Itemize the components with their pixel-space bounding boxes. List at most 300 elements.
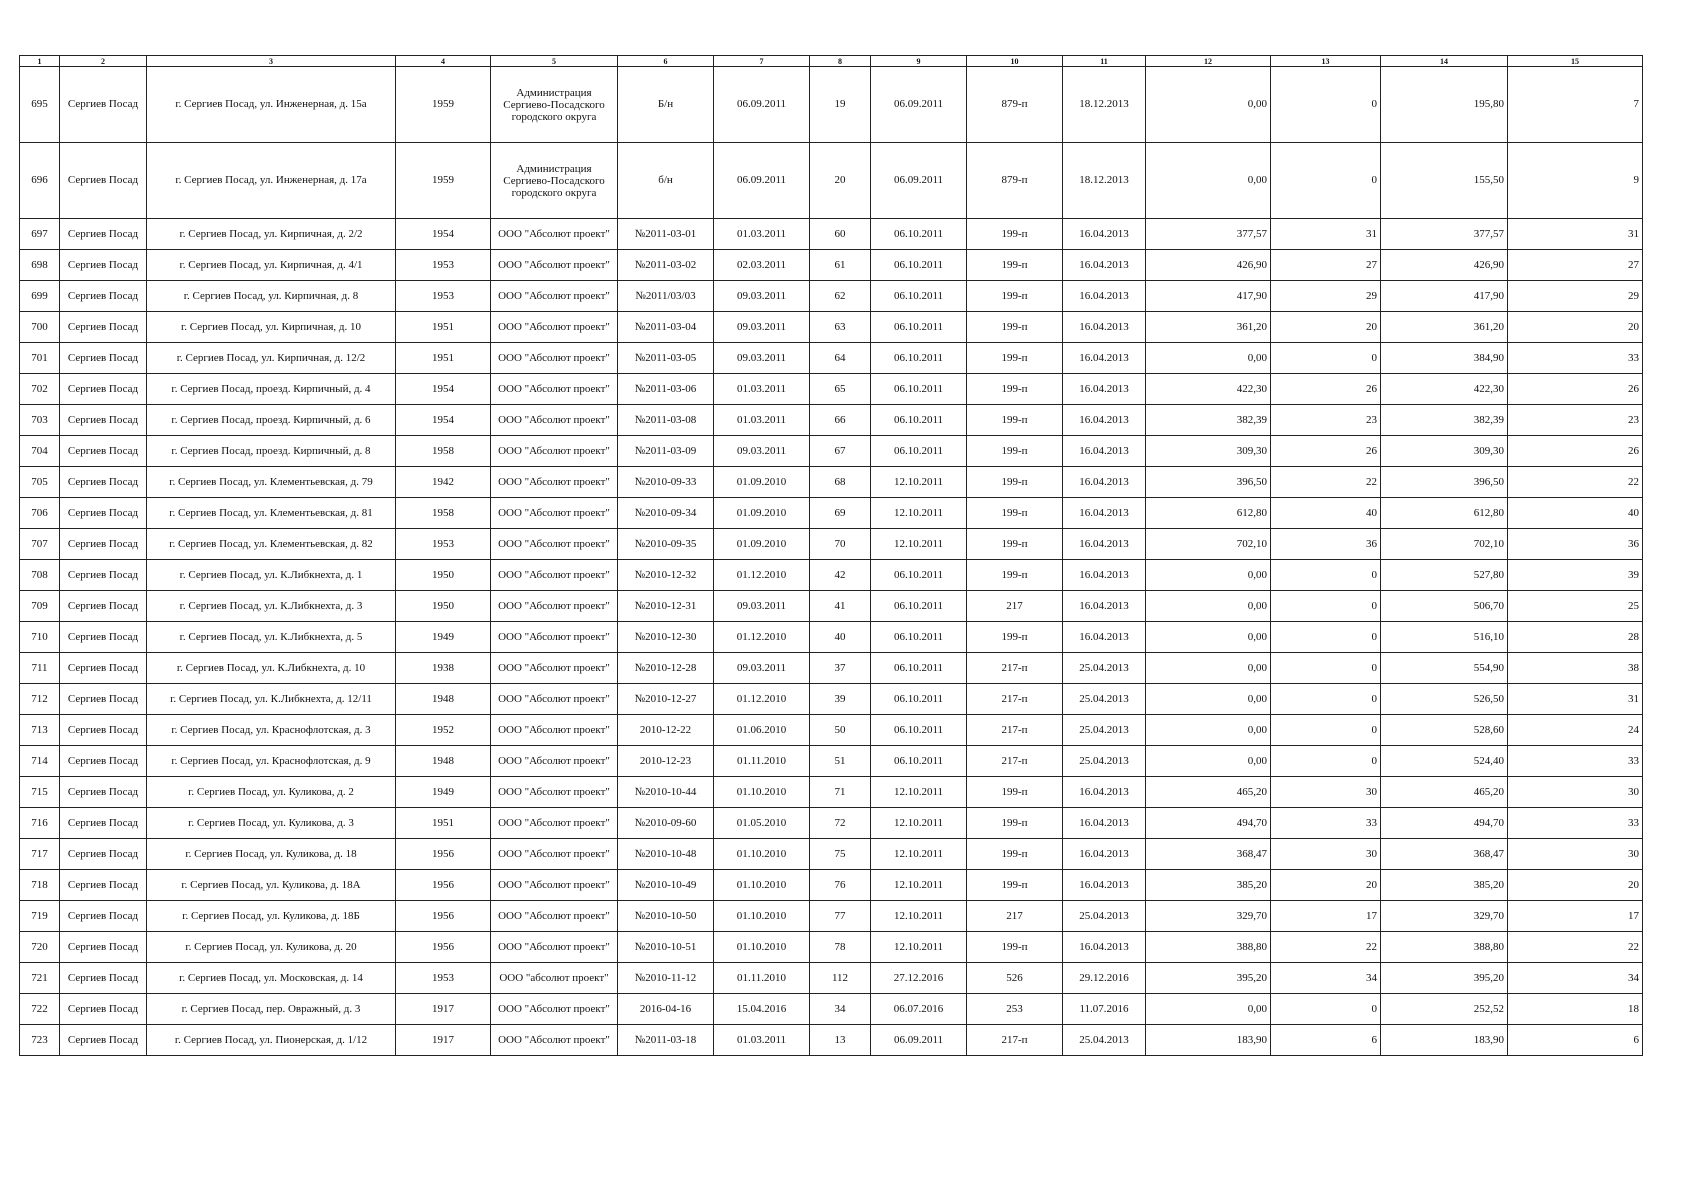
table-cell: 20 (810, 143, 871, 219)
table-cell: 30 (1508, 777, 1643, 808)
table-cell: 25.04.2013 (1063, 1025, 1146, 1056)
table-cell: 388,80 (1146, 932, 1271, 963)
table-cell: 396,50 (1381, 467, 1508, 498)
table-cell: 30 (1271, 839, 1381, 870)
table-row (20, 839, 1643, 870)
table-cell: 217 (967, 901, 1063, 932)
table-cell: 13 (810, 1025, 871, 1056)
table-cell: 78 (810, 932, 871, 963)
table-cell: г. Сергиев Посад, ул. Клементьевская, д. 79 (147, 467, 396, 498)
table-cell: 1949 (396, 622, 491, 653)
table-cell: ООО "абсолют проект" (491, 963, 618, 994)
table-cell: 33 (1508, 808, 1643, 839)
table-cell: 23 (1508, 405, 1643, 436)
table-cell: №2011-03-06 (618, 374, 714, 405)
column-number-cell: 14 (1381, 56, 1508, 67)
table-cell: 1948 (396, 684, 491, 715)
table-cell: 717 (20, 839, 60, 870)
table-cell: 361,20 (1146, 312, 1271, 343)
table-cell: 199-п (967, 839, 1063, 870)
table-cell: 40 (1508, 498, 1643, 529)
table-cell: 25.04.2013 (1063, 684, 1146, 715)
table-cell: 0,00 (1146, 715, 1271, 746)
table-cell: 723 (20, 1025, 60, 1056)
table-cell: 703 (20, 405, 60, 436)
table-cell: г. Сергиев Посад, ул. Пионерская, д. 1/12 (147, 1025, 396, 1056)
table-cell: г. Сергиев Посад, ул. Кирпичная, д. 2/2 (147, 219, 396, 250)
table-cell: 16.04.2013 (1063, 591, 1146, 622)
table-cell: 706 (20, 498, 60, 529)
table-cell: 37 (810, 653, 871, 684)
table-row (20, 653, 1643, 684)
table-cell: 697 (20, 219, 60, 250)
table-cell: 0 (1271, 560, 1381, 591)
table-cell: 40 (810, 622, 871, 653)
table-cell: 33 (1508, 343, 1643, 374)
table-cell: 60 (810, 219, 871, 250)
table-cell: 15.04.2016 (714, 994, 810, 1025)
table-row (20, 870, 1643, 901)
table-cell: 19 (810, 67, 871, 143)
table-cell: г. Сергиев Посад, ул. Кирпичная, д. 12/2 (147, 343, 396, 374)
table-cell: 06.09.2011 (714, 67, 810, 143)
table-cell: 06.09.2011 (871, 1025, 967, 1056)
table-cell: 1956 (396, 839, 491, 870)
table-cell: 710 (20, 622, 60, 653)
table-cell: Сергиев Посад (60, 870, 147, 901)
table-cell: 16.04.2013 (1063, 467, 1146, 498)
table-cell: 1917 (396, 994, 491, 1025)
table-cell: 41 (810, 591, 871, 622)
table-cell: Сергиев Посад (60, 560, 147, 591)
table-cell: ООО "Абсолют проект" (491, 343, 618, 374)
table-cell: 715 (20, 777, 60, 808)
table-row (20, 343, 1643, 374)
table-cell: 199-п (967, 870, 1063, 901)
table-cell: ООО "Абсолют проект" (491, 870, 618, 901)
table-cell: 199-п (967, 560, 1063, 591)
table-row (20, 684, 1643, 715)
table-cell: 0 (1271, 715, 1381, 746)
table-cell: 68 (810, 467, 871, 498)
table-cell: 16.04.2013 (1063, 281, 1146, 312)
table-cell: г. Сергиев Посад, ул. Инженерная, д. 15а (147, 67, 396, 143)
table-cell: 06.07.2016 (871, 994, 967, 1025)
table-cell: 612,80 (1381, 498, 1508, 529)
table-row (20, 467, 1643, 498)
table-cell: 9 (1508, 143, 1643, 219)
table-cell: 705 (20, 467, 60, 498)
table-cell: 66 (810, 405, 871, 436)
table-cell: г. Сергиев Посад, ул. Куликова, д. 2 (147, 777, 396, 808)
column-number-cell: 7 (714, 56, 810, 67)
table-cell: Администрация Сергиево-Посадского городского округа (491, 143, 618, 219)
table-cell: №2010-12-30 (618, 622, 714, 653)
table-cell: 377,57 (1381, 219, 1508, 250)
table-cell: ООО "Абсолют проект" (491, 808, 618, 839)
table-row (20, 67, 1643, 143)
table-cell: 1954 (396, 374, 491, 405)
table-cell: №2010-10-50 (618, 901, 714, 932)
table-cell: г. Сергиев Посад, ул. К.Либкнехта, д. 1 (147, 560, 396, 591)
table-cell: 0 (1271, 343, 1381, 374)
table-cell: ООО "Абсолют проект" (491, 281, 618, 312)
table-cell: 06.10.2011 (871, 374, 967, 405)
table-cell: 199-п (967, 343, 1063, 374)
table-cell: 422,30 (1381, 374, 1508, 405)
table-cell: 01.10.2010 (714, 932, 810, 963)
table-cell: ООО "Абсолют проект" (491, 901, 618, 932)
table-cell: г. Сергиев Посад, ул. Куликова, д. 20 (147, 932, 396, 963)
table-row (20, 374, 1643, 405)
table-cell: 199-п (967, 529, 1063, 560)
table-cell: г. Сергиев Посад, проезд. Кирпичный, д. 8 (147, 436, 396, 467)
table-cell: 707 (20, 529, 60, 560)
table-cell: Сергиев Посад (60, 591, 147, 622)
table-cell: 1958 (396, 498, 491, 529)
table-cell: 217-п (967, 746, 1063, 777)
table-cell: 426,90 (1146, 250, 1271, 281)
table-cell: 2010-12-23 (618, 746, 714, 777)
table-cell: 20 (1508, 312, 1643, 343)
column-number-cell: 6 (618, 56, 714, 67)
table-cell: 01.10.2010 (714, 777, 810, 808)
table-row (20, 963, 1643, 994)
table-cell: 721 (20, 963, 60, 994)
table-cell: г. Сергиев Посад, ул. Московская, д. 14 (147, 963, 396, 994)
table-cell: 199-п (967, 405, 1063, 436)
table-cell: 719 (20, 901, 60, 932)
table-cell: 699 (20, 281, 60, 312)
table-cell: г. Сергиев Посад, ул. Клементьевская, д. 81 (147, 498, 396, 529)
table-cell: Сергиев Посад (60, 529, 147, 560)
column-number-cell: 11 (1063, 56, 1146, 67)
table-cell: 7 (1508, 67, 1643, 143)
table-cell: №2011-03-01 (618, 219, 714, 250)
table-row (20, 312, 1643, 343)
table-cell: 01.11.2010 (714, 746, 810, 777)
table-cell: 16.04.2013 (1063, 219, 1146, 250)
table-cell: 0,00 (1146, 560, 1271, 591)
table-cell: 1950 (396, 591, 491, 622)
table-cell: Сергиев Посад (60, 684, 147, 715)
table-cell: 382,39 (1381, 405, 1508, 436)
table-cell: 217-п (967, 715, 1063, 746)
column-number-row (20, 56, 1643, 67)
table-cell: 6 (1508, 1025, 1643, 1056)
table-cell: 701 (20, 343, 60, 374)
table-cell: 36 (1508, 529, 1643, 560)
table-cell: 30 (1508, 839, 1643, 870)
table-cell: 720 (20, 932, 60, 963)
table-cell: Б/н (618, 67, 714, 143)
table-cell: г. Сергиев Посад, ул. Куликова, д. 3 (147, 808, 396, 839)
table-cell: 1958 (396, 436, 491, 467)
table-cell: 06.10.2011 (871, 312, 967, 343)
table-cell: 199-п (967, 932, 1063, 963)
table-cell: №2011-03-04 (618, 312, 714, 343)
table-cell: г. Сергиев Посад, ул. К.Либкнехта, д. 3 (147, 591, 396, 622)
table-cell: 40 (1271, 498, 1381, 529)
column-number-cell: 4 (396, 56, 491, 67)
table-cell: ООО "Абсолют проект" (491, 622, 618, 653)
table-cell: 0 (1271, 591, 1381, 622)
table-cell: 494,70 (1146, 808, 1271, 839)
table-cell: 09.03.2011 (714, 343, 810, 374)
table-cell: 16.04.2013 (1063, 622, 1146, 653)
table-cell: 16.04.2013 (1063, 870, 1146, 901)
table-cell: 01.09.2010 (714, 529, 810, 560)
table-cell: Сергиев Посад (60, 67, 147, 143)
table-cell: ООО "Абсолют проект" (491, 715, 618, 746)
table-cell: №2010-12-27 (618, 684, 714, 715)
table-cell: Сергиев Посад (60, 963, 147, 994)
table-cell: 16.04.2013 (1063, 777, 1146, 808)
table-cell: 527,80 (1381, 560, 1508, 591)
table-cell: Сергиев Посад (60, 250, 147, 281)
table-cell: 1959 (396, 143, 491, 219)
table-cell: 50 (810, 715, 871, 746)
table-row (20, 529, 1643, 560)
table-cell: 0,00 (1146, 746, 1271, 777)
table-cell: 64 (810, 343, 871, 374)
table-cell: 1917 (396, 1025, 491, 1056)
table-cell: ООО "Абсолют проект" (491, 994, 618, 1025)
table-cell: №2010-12-32 (618, 560, 714, 591)
table-cell: 0,00 (1146, 67, 1271, 143)
table-cell: 25.04.2013 (1063, 746, 1146, 777)
table-cell: Сергиев Посад (60, 622, 147, 653)
table-cell: 01.12.2010 (714, 684, 810, 715)
column-number-cell: 3 (147, 56, 396, 67)
table-cell: 0 (1271, 143, 1381, 219)
table-cell: 879-п (967, 143, 1063, 219)
table-cell: 417,90 (1381, 281, 1508, 312)
table-cell: 61 (810, 250, 871, 281)
table-cell: ООО "Абсолют проект" (491, 498, 618, 529)
table-cell: 368,47 (1381, 839, 1508, 870)
table-cell: 01.12.2010 (714, 560, 810, 591)
table-cell: 0,00 (1146, 143, 1271, 219)
table-cell: 06.10.2011 (871, 281, 967, 312)
table-cell: 718 (20, 870, 60, 901)
table-row (20, 498, 1643, 529)
table-cell: 34 (1271, 963, 1381, 994)
table-cell: №2011/03/03 (618, 281, 714, 312)
table-row (20, 777, 1643, 808)
table-cell: г. Сергиев Посад, ул. Куликова, д. 18А (147, 870, 396, 901)
table-cell: 09.03.2011 (714, 312, 810, 343)
table-cell: 06.10.2011 (871, 560, 967, 591)
table-cell: 708 (20, 560, 60, 591)
table-cell: Сергиев Посад (60, 281, 147, 312)
table-cell: 712 (20, 684, 60, 715)
table-cell: 22 (1508, 932, 1643, 963)
table-cell: 71 (810, 777, 871, 808)
table-cell: 67 (810, 436, 871, 467)
table-cell: 06.10.2011 (871, 219, 967, 250)
table-cell: 06.09.2011 (871, 143, 967, 219)
table-cell: Сергиев Посад (60, 653, 147, 684)
table-cell: 695 (20, 67, 60, 143)
table-cell: 29 (1271, 281, 1381, 312)
table-cell: 1953 (396, 963, 491, 994)
table-cell: 183,90 (1146, 1025, 1271, 1056)
table-cell: 33 (1271, 808, 1381, 839)
data-table (19, 55, 1643, 1056)
table-cell: 879-п (967, 67, 1063, 143)
table-cell: г. Сергиев Посад, ул. Клементьевская, д. 82 (147, 529, 396, 560)
table-cell: Сергиев Посад (60, 498, 147, 529)
table-cell: ООО "Абсолют проект" (491, 436, 618, 467)
table-cell: Сергиев Посад (60, 839, 147, 870)
table-cell: 01.10.2010 (714, 901, 810, 932)
table-cell: 28 (1508, 622, 1643, 653)
table-cell: ООО "Абсолют проект" (491, 684, 618, 715)
table-cell: 06.09.2011 (714, 143, 810, 219)
table-cell: 34 (810, 994, 871, 1025)
table-cell: 01.10.2010 (714, 870, 810, 901)
table-cell: 12.10.2011 (871, 839, 967, 870)
table-cell: 31 (1508, 684, 1643, 715)
table-cell: г. Сергиев Посад, ул. Куликова, д. 18Б (147, 901, 396, 932)
table-row (20, 281, 1643, 312)
table-cell: ООО "Абсолют проект" (491, 932, 618, 963)
table-cell: 0,00 (1146, 591, 1271, 622)
table-cell: 06.10.2011 (871, 405, 967, 436)
table-cell: б/н (618, 143, 714, 219)
table-cell: 199-п (967, 467, 1063, 498)
table-cell: г. Сергиев Посад, ул. Кирпичная, д. 4/1 (147, 250, 396, 281)
table-cell: 368,47 (1146, 839, 1271, 870)
table-cell: 711 (20, 653, 60, 684)
table-cell: 01.05.2010 (714, 808, 810, 839)
table-cell: 26 (1271, 436, 1381, 467)
table-cell: 465,20 (1381, 777, 1508, 808)
table-cell: 554,90 (1381, 653, 1508, 684)
table-cell: 1950 (396, 560, 491, 591)
table-cell: №2010-09-60 (618, 808, 714, 839)
table-cell: 26 (1508, 374, 1643, 405)
column-number-cell: 8 (810, 56, 871, 67)
table-cell: 06.10.2011 (871, 622, 967, 653)
table-cell: 199-п (967, 498, 1063, 529)
table-cell: 309,30 (1146, 436, 1271, 467)
table-cell: 02.03.2011 (714, 250, 810, 281)
table-cell: 0 (1271, 994, 1381, 1025)
table-cell: Сергиев Посад (60, 1025, 147, 1056)
table-cell: г. Сергиев Посад, ул. К.Либкнехта, д. 12/11 (147, 684, 396, 715)
table-cell: 17 (1271, 901, 1381, 932)
table-cell: Сергиев Посад (60, 467, 147, 498)
table-cell: 25.04.2013 (1063, 901, 1146, 932)
table-cell: 526 (967, 963, 1063, 994)
table-cell: 20 (1271, 870, 1381, 901)
table-cell: №2011-03-05 (618, 343, 714, 374)
table-cell: 217-п (967, 684, 1063, 715)
table-cell: 309,30 (1381, 436, 1508, 467)
table-cell: 1953 (396, 529, 491, 560)
table-cell: 1954 (396, 219, 491, 250)
table-row (20, 250, 1643, 281)
table-cell: 1959 (396, 67, 491, 143)
table-cell: 0,00 (1146, 653, 1271, 684)
table-cell: 39 (810, 684, 871, 715)
table-cell: 506,70 (1381, 591, 1508, 622)
table-cell: 06.10.2011 (871, 436, 967, 467)
table-cell: 25 (1508, 591, 1643, 622)
table-cell: г. Сергиев Посад, ул. К.Либкнехта, д. 10 (147, 653, 396, 684)
table-cell: №2010-12-31 (618, 591, 714, 622)
table-cell: 16.04.2013 (1063, 498, 1146, 529)
table-cell: 0 (1271, 622, 1381, 653)
table-cell: 72 (810, 808, 871, 839)
table-cell: 696 (20, 143, 60, 219)
table-cell: 09.03.2011 (714, 653, 810, 684)
table-cell: 713 (20, 715, 60, 746)
table-cell: 36 (1271, 529, 1381, 560)
table-row (20, 808, 1643, 839)
table-cell: 426,90 (1381, 250, 1508, 281)
table-cell: ООО "Абсолют проект" (491, 746, 618, 777)
table-cell: 38 (1508, 653, 1643, 684)
table-cell: 217 (967, 591, 1063, 622)
table-cell: 700 (20, 312, 60, 343)
table-cell: 702,10 (1381, 529, 1508, 560)
table-cell: 528,60 (1381, 715, 1508, 746)
column-number-cell: 5 (491, 56, 618, 67)
table-cell: 16.04.2013 (1063, 343, 1146, 374)
table-cell: 16.04.2013 (1063, 529, 1146, 560)
table-cell: 11.07.2016 (1063, 994, 1146, 1025)
table-cell: г. Сергиев Посад, ул. Кирпичная, д. 8 (147, 281, 396, 312)
table-cell: 422,30 (1146, 374, 1271, 405)
table-cell: 704 (20, 436, 60, 467)
table-cell: ООО "Абсолют проект" (491, 529, 618, 560)
table-cell: г. Сергиев Посад, пер. Овражный, д. 3 (147, 994, 396, 1025)
table-cell: 12.10.2011 (871, 777, 967, 808)
table-cell: 199-п (967, 312, 1063, 343)
table-row (20, 405, 1643, 436)
table-cell: 01.09.2010 (714, 498, 810, 529)
table-cell: 26 (1508, 436, 1643, 467)
table-cell: 29 (1508, 281, 1643, 312)
table-cell: 16.04.2013 (1063, 312, 1146, 343)
table-cell: Сергиев Посад (60, 715, 147, 746)
table-cell: 0,00 (1146, 684, 1271, 715)
table-cell: №2010-10-49 (618, 870, 714, 901)
table-cell: 77 (810, 901, 871, 932)
table-cell: 329,70 (1381, 901, 1508, 932)
table-cell: 199-п (967, 281, 1063, 312)
table-cell: 27 (1508, 250, 1643, 281)
table-cell: 2016-04-16 (618, 994, 714, 1025)
table-cell: 16.04.2013 (1063, 560, 1146, 591)
table-cell: 494,70 (1381, 808, 1508, 839)
table-cell: 70 (810, 529, 871, 560)
table-cell: 51 (810, 746, 871, 777)
table-cell: 12.10.2011 (871, 808, 967, 839)
table-cell: ООО "Абсолют проект" (491, 467, 618, 498)
table-cell: 06.10.2011 (871, 250, 967, 281)
table-cell: г. Сергиев Посад, ул. Инженерная, д. 17а (147, 143, 396, 219)
column-number-cell: 2 (60, 56, 147, 67)
table-cell: №2010-10-44 (618, 777, 714, 808)
table-cell: 12.10.2011 (871, 870, 967, 901)
table-cell: №2011-03-02 (618, 250, 714, 281)
table-cell: 395,20 (1146, 963, 1271, 994)
table-cell: ООО "Абсолют проект" (491, 250, 618, 281)
